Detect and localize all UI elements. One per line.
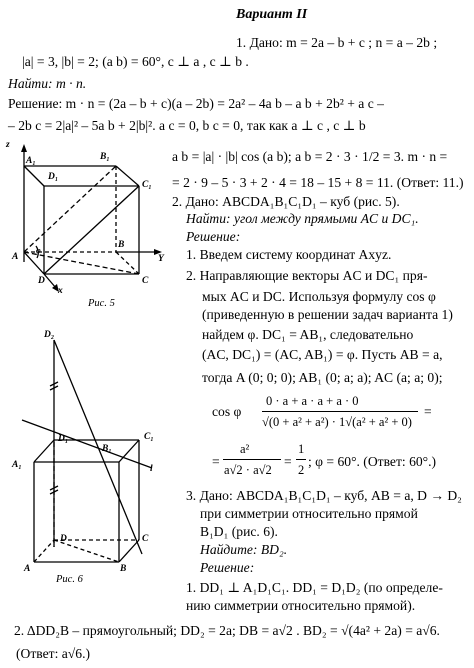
fraction3-bar <box>296 459 306 460</box>
task3-given3: B₁D₁ (рис. 6). <box>200 524 278 539</box>
task3-find: Найдите: BD₂. <box>200 542 288 557</box>
fig5-label-b1: B₁ <box>100 152 110 162</box>
fraction2-numerator: a² <box>240 442 250 456</box>
figure-5-cube-diagram <box>4 142 174 322</box>
fig5-label-b: B <box>118 240 125 250</box>
task2-step1: 1. Введем систему координат Axyz. <box>186 247 392 262</box>
variant-title: Вариант II <box>236 7 308 22</box>
task2-solution-label: Решение: <box>186 229 241 244</box>
fig5-label-y: Y <box>158 254 164 264</box>
cos-phi-label: cos φ <box>212 404 242 419</box>
fig6-label-c: C <box>142 534 149 544</box>
fig6-label-d2: D₂ <box>44 330 55 340</box>
task1-given2: |a| = 3, |b| = 2; (a b) = 60°, c ⊥ a , c ⊥ b . <box>22 54 249 69</box>
task1-solution-line1: Решение: m · n = (2a – b + c)(a – 2b) = 2a² – 4a b – a b + 2b² + a c – <box>8 96 384 111</box>
task2-step2b: мых AC и DC. Используя формулу cos φ <box>202 289 436 304</box>
task2-step2c: (приведенную в решении задач варианта 1) <box>202 307 453 322</box>
task2-result: ; φ = 60°. (Ответ: 60°.) <box>308 454 437 469</box>
fig6-label-c1: C₁ <box>144 432 154 442</box>
task3-solution-label: Решение: <box>200 560 255 575</box>
fig6-label-a1: A₁ <box>12 460 22 470</box>
task3-step1b: нию симметрии относительно прямой). <box>186 598 416 613</box>
task3-given: 3. Дано: ABCDA₁B₁C₁D₁ – куб, AB = a, D → D₂ <box>186 488 462 503</box>
equals-sign-3: = <box>284 454 292 469</box>
task1-solution-line3: a b = |a| · |b| cos (a b); a b = 2 · 3 · 1/2 = 3. m · n = <box>172 149 448 164</box>
fig6-label-d: D <box>60 534 67 544</box>
fig6-label-b1: B₁ <box>102 444 112 454</box>
fraction1-denominator: √(0 + a² + a²) · 1√(a² + a² + 0) <box>262 415 412 429</box>
fraction3-numerator: 1 <box>298 442 305 456</box>
fraction2-bar <box>223 459 281 460</box>
fig5-label-d1: D₁ <box>48 172 59 182</box>
fraction1-bar <box>262 411 418 412</box>
fig5-label-a1: A₁ <box>26 156 36 166</box>
fig6-label-a: A <box>24 564 31 574</box>
task3-step2: 2. ΔDD₂B – прямоугольный; DD₂ = 2a; DB = a√2 . BD₂ = √(4a² + 2a) = a√6. <box>14 623 440 638</box>
fig5-label-x: x <box>58 286 63 296</box>
fraction2-denominator: a√2 · a√2 <box>224 463 272 477</box>
fig5-label-z: z <box>6 140 10 150</box>
task1-find: Найти: m · n. <box>8 76 87 91</box>
fraction3-denominator: 2 <box>298 463 305 477</box>
fig5-label-phi: φ <box>36 246 41 255</box>
equals-sign-2: = <box>212 454 220 469</box>
fraction1-numerator: 0 · a + a · a + a · 0 <box>266 394 359 408</box>
task2-step2a: 2. Направляющие векторы AC и DC₁ пря- <box>186 268 428 283</box>
task1-solution-line4: = 2 · 9 – 5 · 3 + 2 · 4 = 18 – 15 + 8 = 11. (Ответ: 11.) <box>172 175 464 190</box>
fig6-label-d1: D₁ <box>58 434 69 444</box>
fig5-label-c1: C₁ <box>142 180 152 190</box>
task3-step1a: 1. DD₁ ⊥ A₁D₁C₁. DD₁ = D₁D₂ (по определе- <box>186 580 443 595</box>
figure-6-cube-diagram <box>4 332 174 572</box>
fig6-label-l: l <box>150 464 153 474</box>
equals-sign: = <box>424 404 432 419</box>
fig5-caption: Рис. 5 <box>88 298 115 309</box>
x-axis <box>44 274 56 288</box>
task2-find: Найти: угол между прямыми AC и DC₁. <box>186 211 419 226</box>
fig5-label-d: D <box>38 276 45 286</box>
task1-solution-line2: – 2b c = 2|a|² – 5a b + 2|b|². a c = 0, b c = 0, так как a ⊥ c , c ⊥ b <box>8 118 366 133</box>
task2-step2f: тогда A (0; 0; 0); AB₁ (0; a; a); AC (a; a; 0); <box>202 370 443 385</box>
fig5-label-a: A <box>12 252 19 262</box>
fig6-caption: Рис. 6 <box>56 574 83 585</box>
task3-answer: (Ответ: a√6.) <box>16 646 90 661</box>
fig5-label-c: C <box>142 276 149 286</box>
task3-given2: при симметрии относительно прямой <box>200 506 418 521</box>
task2-step2e: (AC, DC₁) = (AC, AB₁) = φ. Пусть AB = a, <box>202 347 443 362</box>
task1-given: 1. Дано: m = 2a – b + c ; n = a – 2b ; <box>236 35 438 50</box>
task2-step2d: найдем φ. DC₁ = AB₁, следовательно <box>202 327 414 342</box>
fig6-label-b: B <box>120 564 127 574</box>
task2-given: 2. Дано: ABCDA₁B₁C₁D₁ – куб (рис. 5). <box>172 194 400 209</box>
